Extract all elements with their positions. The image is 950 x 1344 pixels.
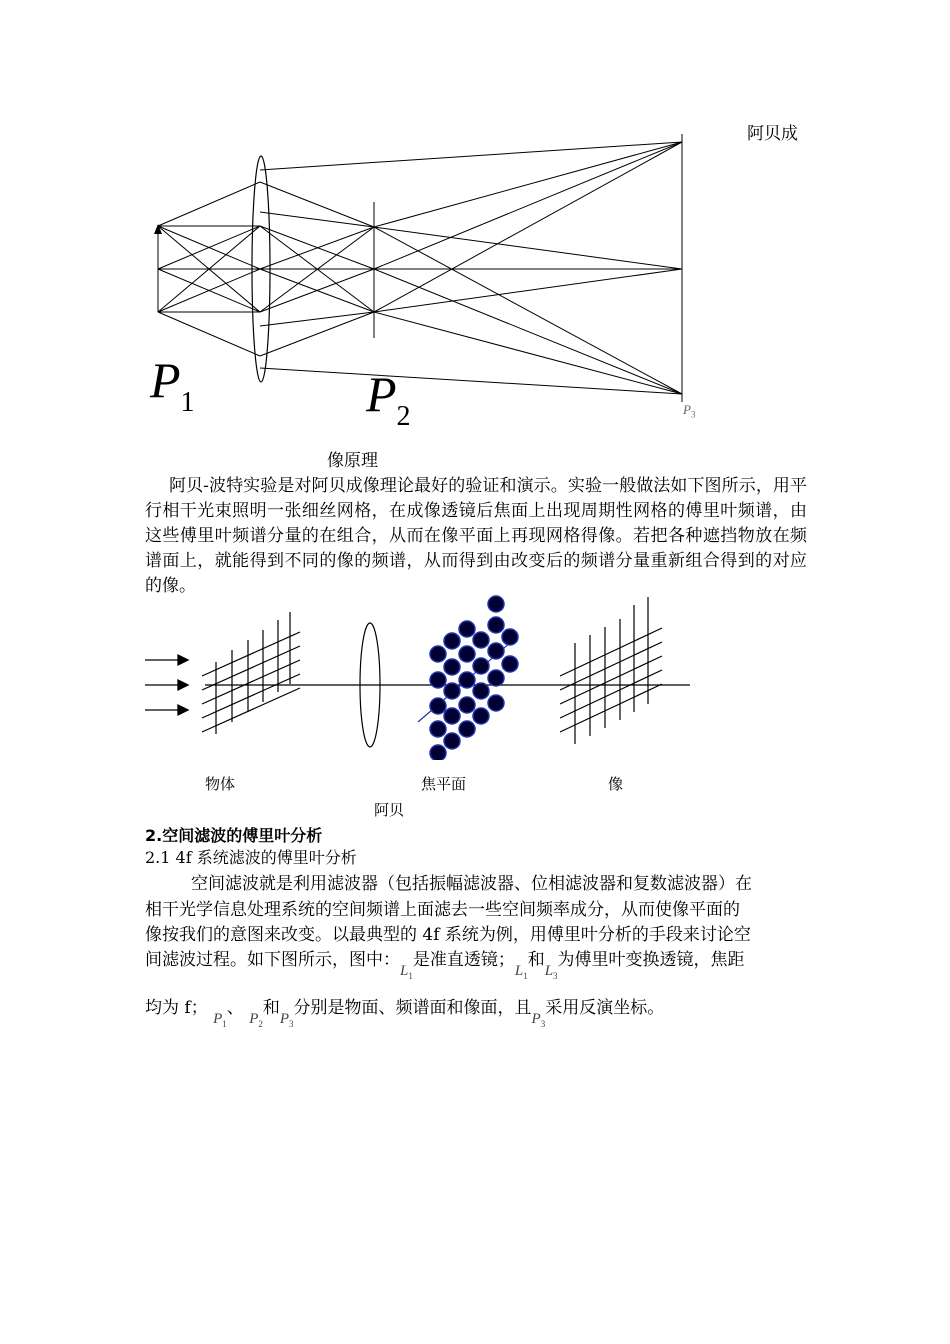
symbol-l1: $L_1$ (400, 963, 413, 981)
light-ray (374, 142, 682, 227)
figure1-caption-right: 阿贝成 (747, 124, 798, 144)
section-heading: 2.空间滤波的傅里叶分析 (145, 826, 323, 845)
light-ray (260, 212, 374, 227)
paragraph2-line1: 空间滤波就是利用滤波器（包括振幅滤波器、位相滤波器和复数滤波器）在 (191, 874, 752, 894)
spectrum-spot (473, 708, 489, 724)
spectrum-spot (473, 683, 489, 699)
paragraph-abbe-porter: 阿贝-波特实验是对阿贝成像理论最好的验证和演示。实验一般做法如下图所示，用平行相干光束照明一张细丝网格，在成像透镜后焦面上出现周期性网格的傅里叶频谱，由这些傅里叶频谱分量的在组合，从而在像平面上再现网格得像。若把各种遮挡物放在频谱面上，就能得到不同的像的频谱，从而得到由改变后的频谱分量重新组合得到的对应的像。 (145, 476, 807, 596)
spectrum-spot (459, 672, 475, 688)
spectrum-spot (430, 698, 446, 714)
spectrum-spot (488, 596, 504, 612)
light-ray (158, 182, 260, 226)
light-ray (374, 269, 682, 312)
spectrum-spot (444, 659, 460, 675)
spectrum-spot (444, 683, 460, 699)
paragraph2-line2: 相干光学信息处理系统的空间频谱上面滤去一些空间频率成分，从而使像平面的 (145, 900, 740, 920)
symbol-p3b: $P_3$ (531, 1011, 546, 1029)
light-ray (374, 227, 682, 269)
spectrum-spot (473, 658, 489, 674)
paragraph2-line4: 间滤波过程。如下图所示，图中：$L_1$是准直透镜；$L_1$和$L_3$为傅里叶变换透镜，焦距 (145, 950, 745, 981)
light-ray (374, 269, 682, 394)
p3-label: $P_3$ (683, 402, 696, 420)
spectrum-spot (459, 621, 475, 637)
spectrum-spot (473, 632, 489, 648)
spectrum-spot (459, 646, 475, 662)
figure2-caption: 阿贝 (374, 801, 405, 819)
paragraph2-line3: 像按我们的意图来改变。以最典型的 4f 系统为例，用傅里叶分析的手段来讨论空 (145, 925, 751, 945)
light-ray (374, 312, 682, 394)
spectrum-spot (488, 643, 504, 659)
spectrum-spot (502, 629, 518, 645)
symbol-p1: $P_1$ (213, 1011, 227, 1029)
symbol-p2: $P_2$ (249, 1011, 263, 1029)
symbol-l3: $L_3$ (544, 963, 558, 981)
spectrum-spot (444, 733, 460, 749)
light-ray (374, 142, 682, 269)
label-object: 物体 (205, 775, 236, 793)
spectrum-spot (459, 721, 475, 737)
spectrum-spot (444, 633, 460, 649)
spectrum-spot (502, 656, 518, 672)
paragraph2-line5: 均为 f； $P_1$、 $P_2$和$P_3$分别是物面、频谱面和像面，且$P_3$采用反演坐标。 (145, 998, 665, 1029)
spectrum-spot (430, 721, 446, 737)
label-image: 像 (608, 775, 624, 793)
figure1-caption-left: 像原理 (327, 451, 378, 471)
light-ray (260, 142, 682, 170)
spectrum-spot (459, 697, 475, 713)
spectrum-spot (444, 708, 460, 724)
light-ray (260, 368, 682, 394)
symbol-l1b: $L_1$ (514, 963, 528, 981)
light-ray (260, 182, 374, 227)
light-ray (374, 227, 682, 394)
spectrum-spot (488, 617, 504, 633)
abbe-imaging-diagram (140, 120, 740, 440)
spectrum-spot (430, 646, 446, 662)
spectrum-spot (430, 672, 446, 688)
abbe-porter-diagram (140, 595, 700, 760)
p2-label: $P_2$ (366, 366, 411, 432)
p1-label: $P_1$ (150, 352, 195, 418)
label-focal-plane: 焦平面 (421, 775, 467, 793)
spectrum-spot (430, 745, 446, 760)
light-ray (374, 142, 682, 312)
symbol-p3: $P_3$ (279, 1011, 294, 1029)
spectrum-spot (488, 670, 504, 686)
subsection-heading: 2.1 4f 系统滤波的傅里叶分析 (145, 848, 357, 867)
light-ray (158, 312, 260, 356)
spectrum-spot (488, 695, 504, 711)
